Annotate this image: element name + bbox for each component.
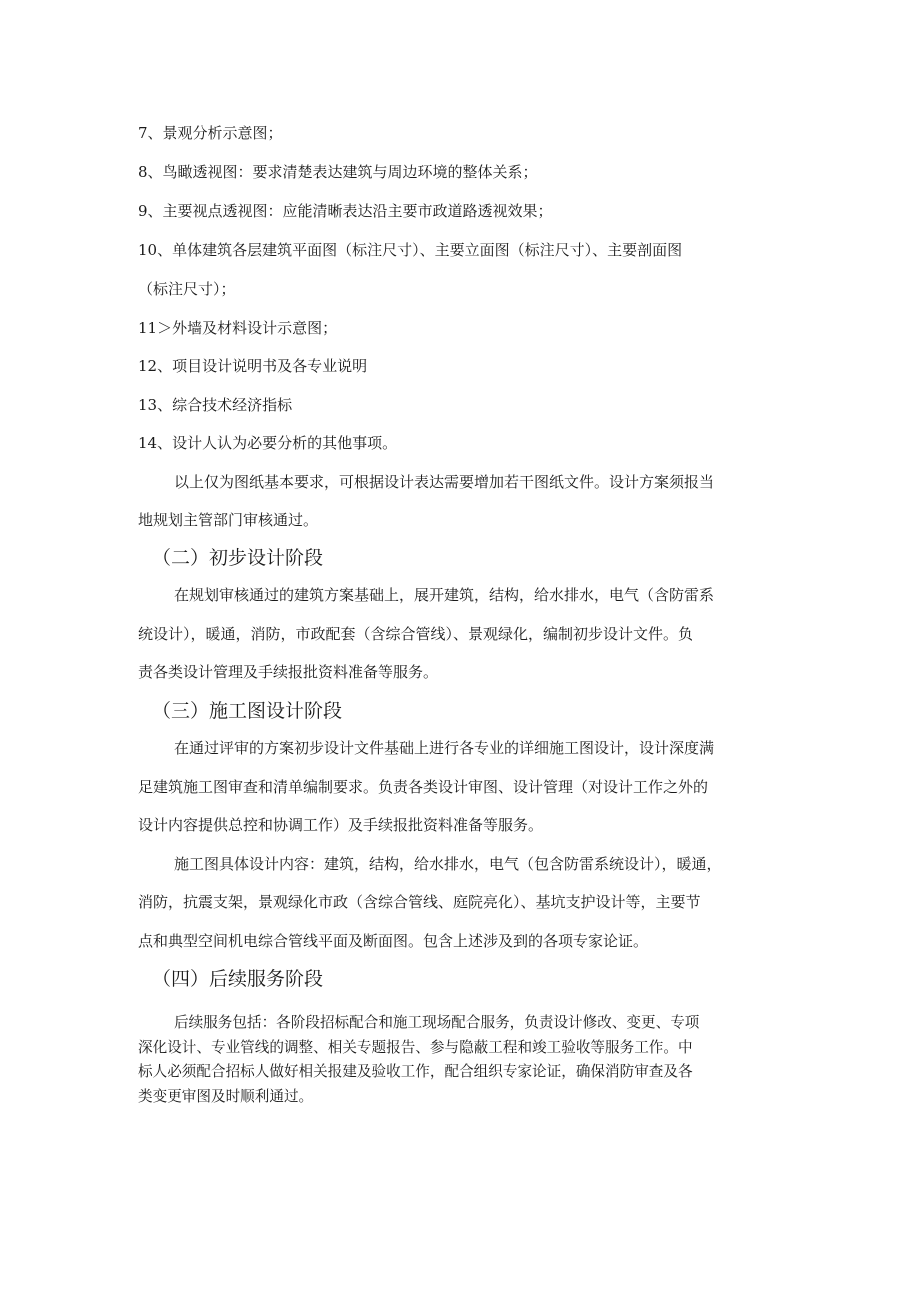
list-item-8: 8、鸟瞰透视图：要求清楚表达建筑与周边环境的整体关系； [138,163,538,181]
section-2-paragraph: 在规划审核通过的建筑方案基础上，展开建筑，结构，给水排水，电气（含防雷系 [174,586,715,604]
section-4-paragraph-cont: 类变更审图及时顺利通过。 [138,1088,314,1105]
section-4-paragraph: 后续服务包括：各阶段招标配合和施工现场配合服务，负责设计修改、变更、专项 [174,1014,700,1031]
section-4-paragraph-cont: 深化设计、专业管线的调整、相关专题报告、参与隐蔽工程和竣工验收等服务工作。中 [138,1039,693,1056]
section-3-paragraph-1-cont: 设计内容提供总控和协调工作）及手续报批资料准备等服务。 [138,816,544,834]
section-2-paragraph-cont: 统设计），暖通，消防，市政配套（含综合管线）、景观绿化，编制初步设计文件。负 [138,625,694,643]
note-paragraph: 以上仅为图纸基本要求，可根据设计表达需要增加若干图纸文件。设计方案须报当 [174,473,715,491]
section-4-paragraph-cont: 标人必须配合招标人做好相关报建及验收工作，配合组织专家论证，确保消防审查及各 [138,1063,693,1080]
section-heading-2: （二）初步设计阶段 [152,547,324,569]
list-item-9: 9、主要视点透视图：应能清晰表达沿主要市政道路透视效果； [138,202,553,220]
section-3-paragraph-1-cont: 足建筑施工图审查和清单编制要求。负责各类设计审图、设计管理（对设计工作之外的 [138,778,709,796]
list-item-10: 10、单体建筑各层建筑平面图（标注尺寸）、主要立面图（标注尺寸）、主要剖面图 [138,241,683,259]
note-paragraph-cont: 地规划主管部门审核通过。 [138,511,319,529]
section-heading-3: （三）施工图设计阶段 [152,700,343,722]
section-3-paragraph-2: 施工图具体设计内容：建筑，结构，给水排水，电气（包含防雷系统设计），暖通， [174,855,722,873]
list-item-14: 14、设计人认为必要分析的其他事项。 [138,434,398,452]
section-3-paragraph-2-cont: 点和典型空间机电综合管线平面及断面图。包含上述涉及到的各项专家论证。 [138,932,649,950]
section-2-paragraph-cont: 责各类设计管理及手续报批资料准备等服务。 [138,663,439,681]
list-item-11: 11＞外墙及材料设计示意图； [138,319,338,337]
section-heading-4: （四）后续服务阶段 [152,968,324,990]
list-item-10-cont: （标注尺寸）； [138,280,236,298]
section-3-paragraph-1: 在通过评审的方案初步设计文件基础上进行各专业的详细施工图设计，设计深度满 [174,739,715,757]
list-item-7: 7、景观分析示意图； [138,124,283,142]
list-item-12: 12、项目设计说明书及各专业说明 [138,357,368,375]
list-item-13: 13、综合技术经济指标 [138,396,293,414]
section-3-paragraph-2-cont: 消防，抗震支架，景观绿化市政（含综合管线、庭院亮化）、基坑支护设计等，主要节 [138,893,701,911]
